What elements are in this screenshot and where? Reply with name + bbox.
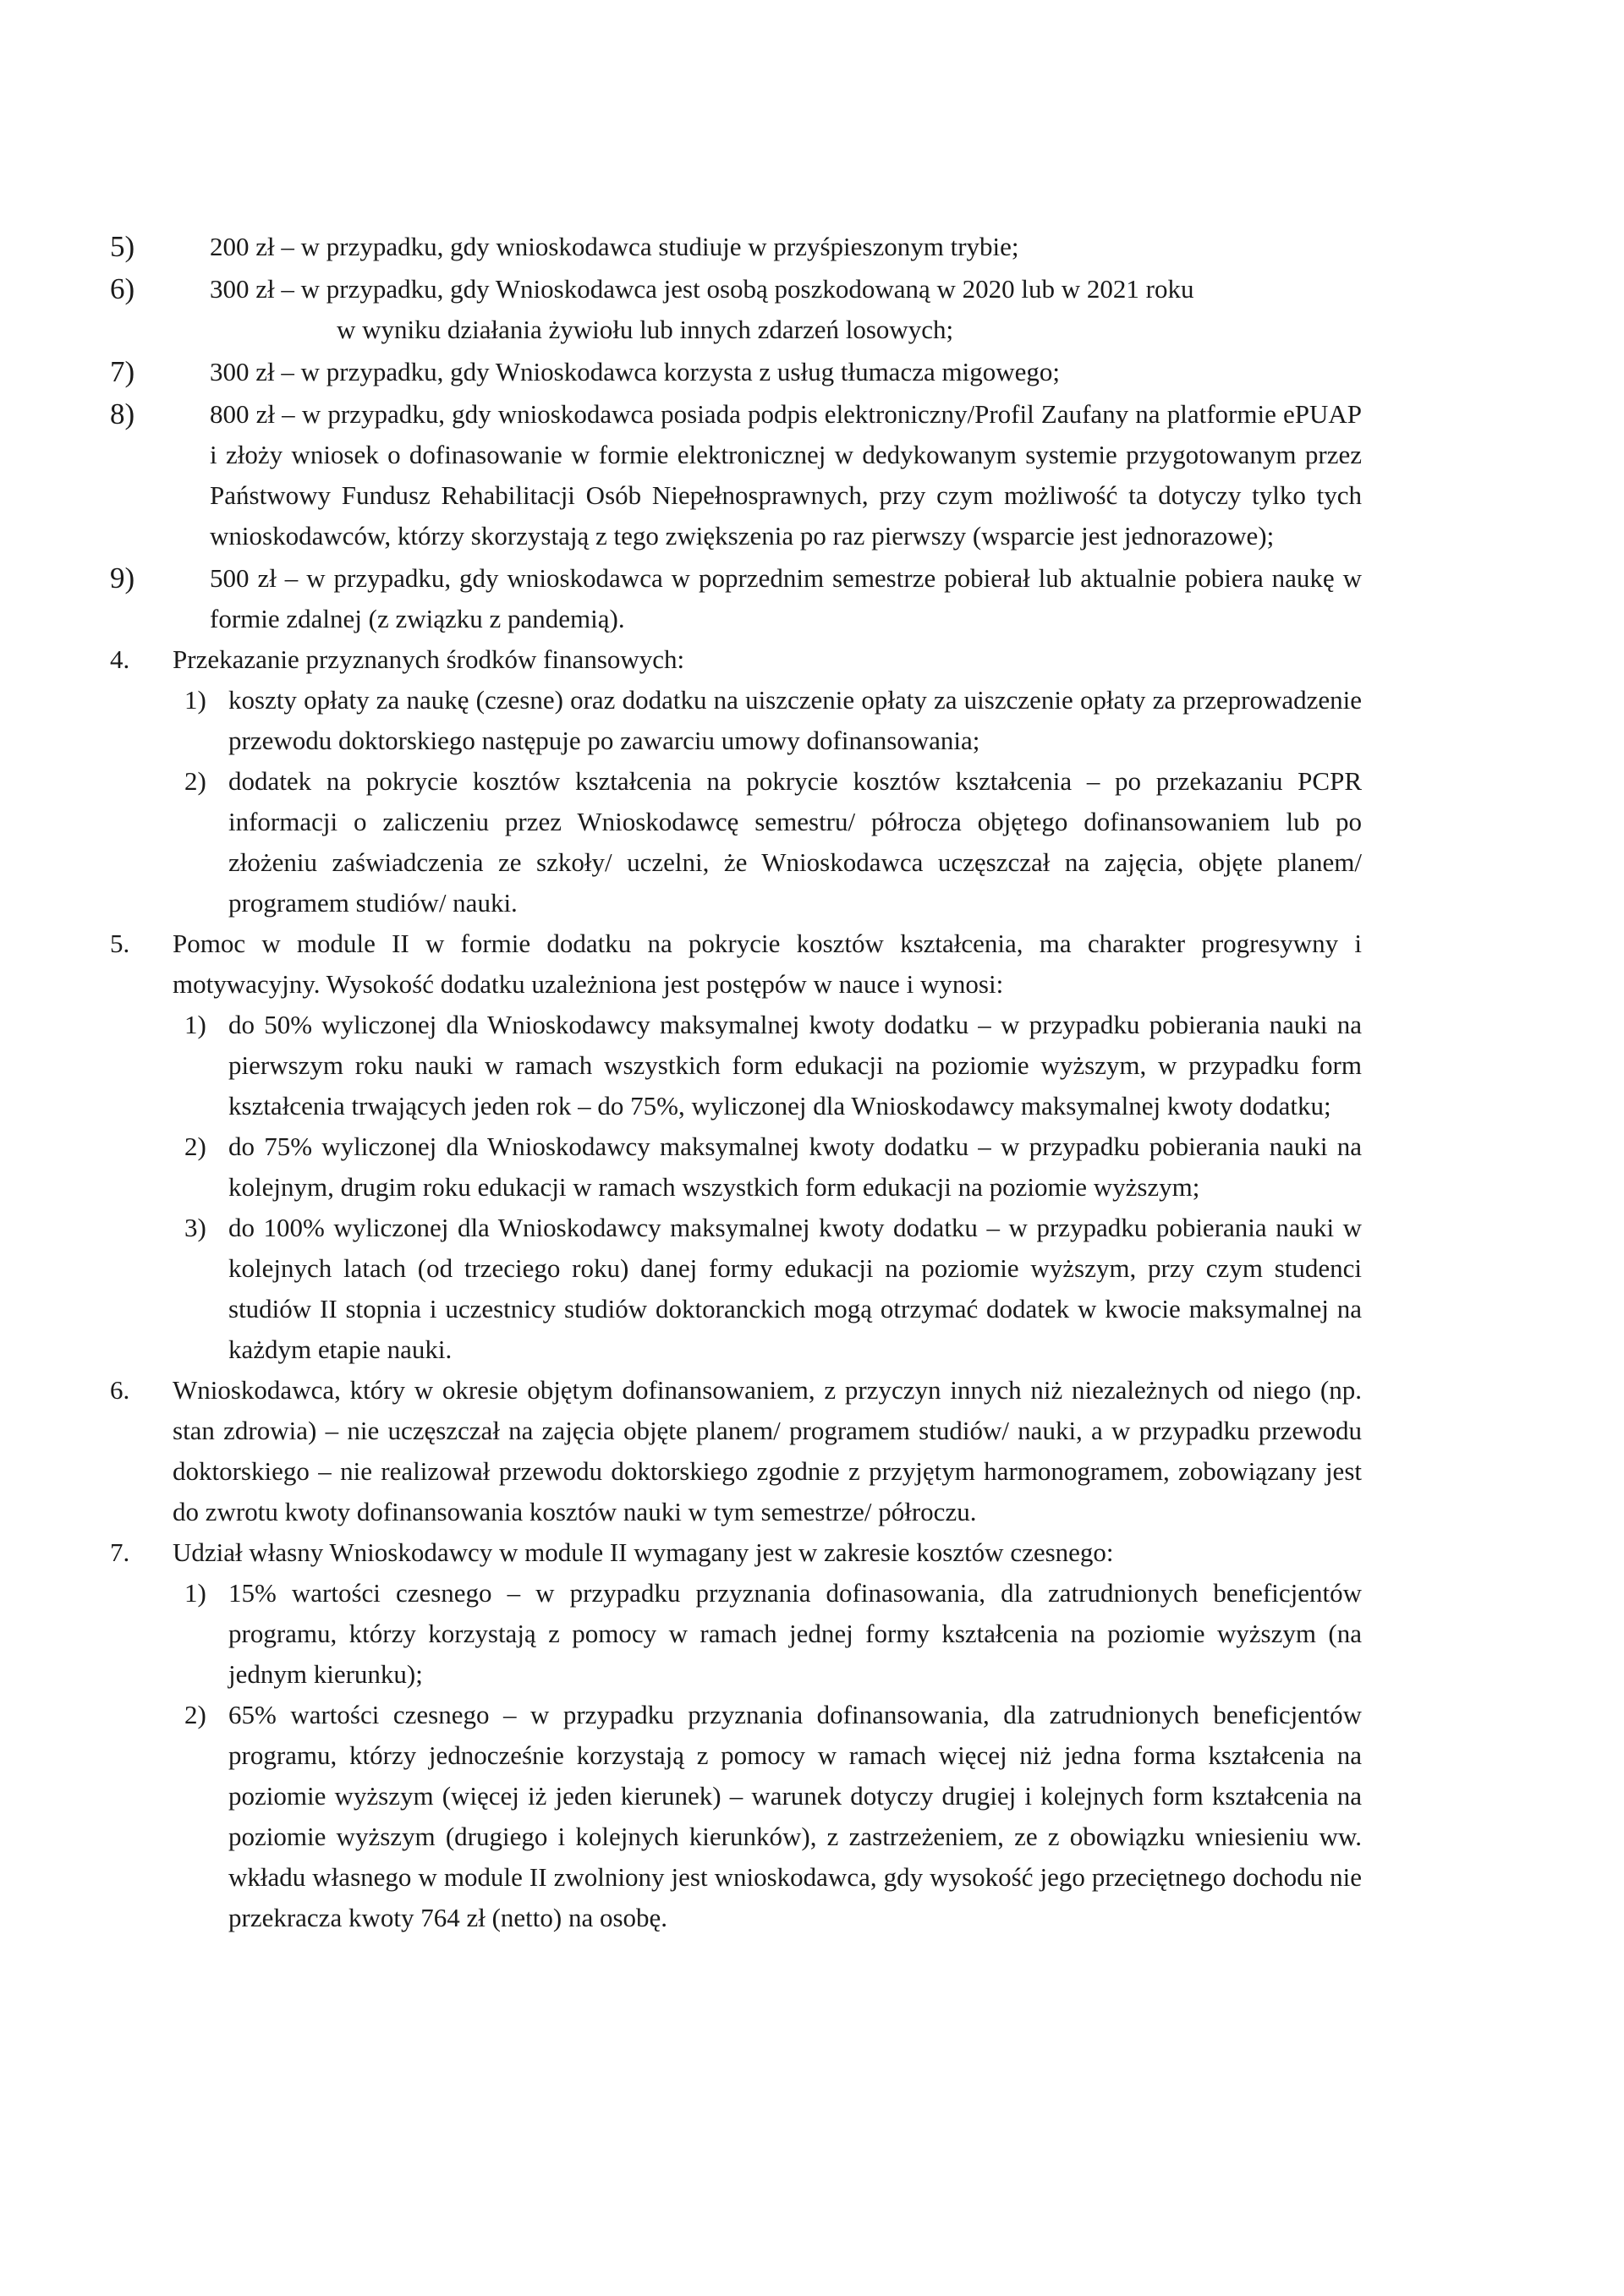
item-text: do 75% wyliczonej dla Wnioskodawcy maksymalnej kwoty dodatku – w przypadku pobierania nauki na kolejnym, drugim roku edukacji w ramach wszystkich form edukacji na poziomie wyższym;	[228, 1132, 1362, 1202]
item-number: 6)	[110, 272, 135, 305]
item-number: 2)	[184, 766, 206, 796]
item-text: 800 zł – w przypadku, gdy wnioskodawca posiada podpis elektroniczny/Profil Zaufany na platformie ePUAP i złoży wniosek o dofinasowanie w formie elektronicznej w dedykowanym systemie przygotowanym przez Państwowy Fundusz Rehabilitacji Osób Niepełnosprawnych, przy czym możliwość ta dotyczy tylko tych wnioskodawców, którzy skorzystają z tego zwiększenia po raz pierwszy (wsparcie jest jednorazowe);	[210, 399, 1362, 551]
item-text: do 100% wyliczonej dla Wnioskodawcy maksymalnej kwoty dodatku – w przypadku pobierania nauki w kolejnych latach (od trzeciego roku) danej formy edukacji na poziomie wyższym, przy czym studenci studiów II stopnia i uczestnicy studiów doktoranckich mogą otrzymać dodatek w kwocie maksymalnej na każdym etapie nauki.	[228, 1213, 1362, 1364]
list-item	[110, 1573, 1362, 1695]
item-text-continued: w wyniku działania żywiołu lub innych zdarzeń losowych;	[337, 315, 954, 344]
paragraph-7	[110, 1532, 1362, 1573]
item-number: 2)	[184, 1132, 206, 1161]
list-item	[110, 761, 1362, 923]
paragraph-number: 7.	[110, 1537, 130, 1567]
list-item	[110, 227, 1362, 267]
item-number: 9)	[110, 562, 135, 595]
list-item	[110, 1005, 1362, 1126]
list-item	[110, 269, 1362, 350]
paragraph-number: 4.	[110, 644, 130, 674]
paragraph-text: Wnioskodawca, który w okresie objętym dofinansowaniem, z przyczyn innych niż niezależnych od niego (np. stan zdrowia) – nie uczęszczał na zajęcia objęte planem/ programem studiów/ nauki, a w przypadku przewodu doktorskiego – nie realizował przewodu doktorskiego zgodnie z przyjętym harmonogramem, zobowiązany jest do zwrotu kwoty dofinansowania kosztów nauki w tym semestrze/ półroczu.	[173, 1375, 1362, 1526]
paragraph-4	[110, 639, 1362, 680]
item-number: 3)	[184, 1213, 206, 1242]
list-item	[110, 1695, 1362, 1938]
item-number: 2)	[184, 1700, 206, 1729]
paragraph-6	[110, 1370, 1362, 1532]
list-item	[110, 394, 1362, 556]
item-number: 5)	[110, 230, 135, 263]
item-number: 1)	[184, 685, 206, 715]
item-number: 7)	[110, 355, 135, 388]
document-body	[110, 227, 1362, 1938]
item-number: 1)	[184, 1010, 206, 1039]
item-text: koszty opłaty za naukę (czesne) oraz dodatku na uiszczenie opłaty za uiszczenie opłaty za przeprowadzenie przewodu doktorskiego następuje po zawarciu umowy dofinansowania;	[228, 685, 1362, 755]
item-number: 1)	[184, 1578, 206, 1608]
list-item	[110, 1208, 1362, 1370]
paragraph-number: 6.	[110, 1375, 130, 1405]
item-number: 8)	[110, 397, 135, 430]
item-text: 15% wartości czesnego – w przypadku przyznania dofinasowania, dla zatrudnionych beneficjentów programu, którzy korzystają z pomocy w ramach jednej formy kształcenia na poziomie wyższym (na jednym kierunku);	[228, 1578, 1362, 1689]
list-item	[110, 558, 1362, 639]
list-item	[110, 680, 1362, 761]
paragraph-5	[110, 923, 1362, 1005]
item-text: 300 zł – w przypadku, gdy Wnioskodawca jest osobą poszkodowaną w 2020 lub w 2021 roku	[210, 274, 1194, 304]
list-item	[110, 1126, 1362, 1208]
paragraph-text: Przekazanie przyznanych środków finansowych:	[173, 644, 685, 674]
paragraph-text: Udział własny Wnioskodawcy w module II wymagany jest w zakresie kosztów czesnego:	[173, 1537, 1114, 1567]
item-text: dodatek na pokrycie kosztów kształcenia na pokrycie kosztów kształcenia – po przekazaniu PCPR informacji o zaliczeniu przez Wnioskodawcę semestru/ półrocza objętego dofinansowaniem lub po złożeniu zaświadczenia ze szkoły/ uczelni, że Wnioskodawca uczęszczał na zajęcia, objęte planem/ programem studiów/ nauki.	[228, 766, 1362, 918]
paragraph-number: 5.	[110, 929, 130, 958]
item-text: do 50% wyliczonej dla Wnioskodawcy maksymalnej kwoty dodatku – w przypadku pobierania nauki na pierwszym roku nauki w ramach wszystkich form edukacji na poziomie wyższym, w przypadku form kształcenia trwających jeden rok – do 75%, wyliczonej dla Wnioskodawcy maksymalnej kwoty dodatku;	[228, 1010, 1362, 1121]
item-text: 200 zł – w przypadku, gdy wnioskodawca studiuje w przyśpieszonym trybie;	[210, 232, 1019, 261]
item-text: 65% wartości czesnego – w przypadku przyznania dofinansowania, dla zatrudnionych beneficjentów programu, którzy jednocześnie korzystają z pomocy w ramach więcej niż jedna forma kształcenia na poziomie wyższym (więcej iż jeden kierunek) – warunek dotyczy drugiej i kolejnych form kształcenia na poziomie wyższym (drugiego i kolejnych kierunków), z zastrzeżeniem, ze z obowiązku wniesieniu ww. wkładu własnego w module II zwolniony jest wnioskodawca, gdy wysokość jego przeciętnego dochodu nie przekracza kwoty 764 zł (netto) na osobę.	[228, 1700, 1362, 1932]
item-text: 300 zł – w przypadku, gdy Wnioskodawca korzysta z usług tłumacza migowego;	[210, 357, 1060, 386]
paragraph-text: Pomoc w module II w formie dodatku na pokrycie kosztów kształcenia, ma charakter progresywny i motywacyjny. Wysokość dodatku uzależniona jest postępów w nauce i wynosi:	[173, 929, 1362, 999]
list-item	[110, 352, 1362, 392]
item-text: 500 zł – w przypadku, gdy wnioskodawca w poprzednim semestrze pobierał lub aktualnie pobiera naukę w formie zdalnej (z związku z pandemią).	[210, 563, 1362, 633]
